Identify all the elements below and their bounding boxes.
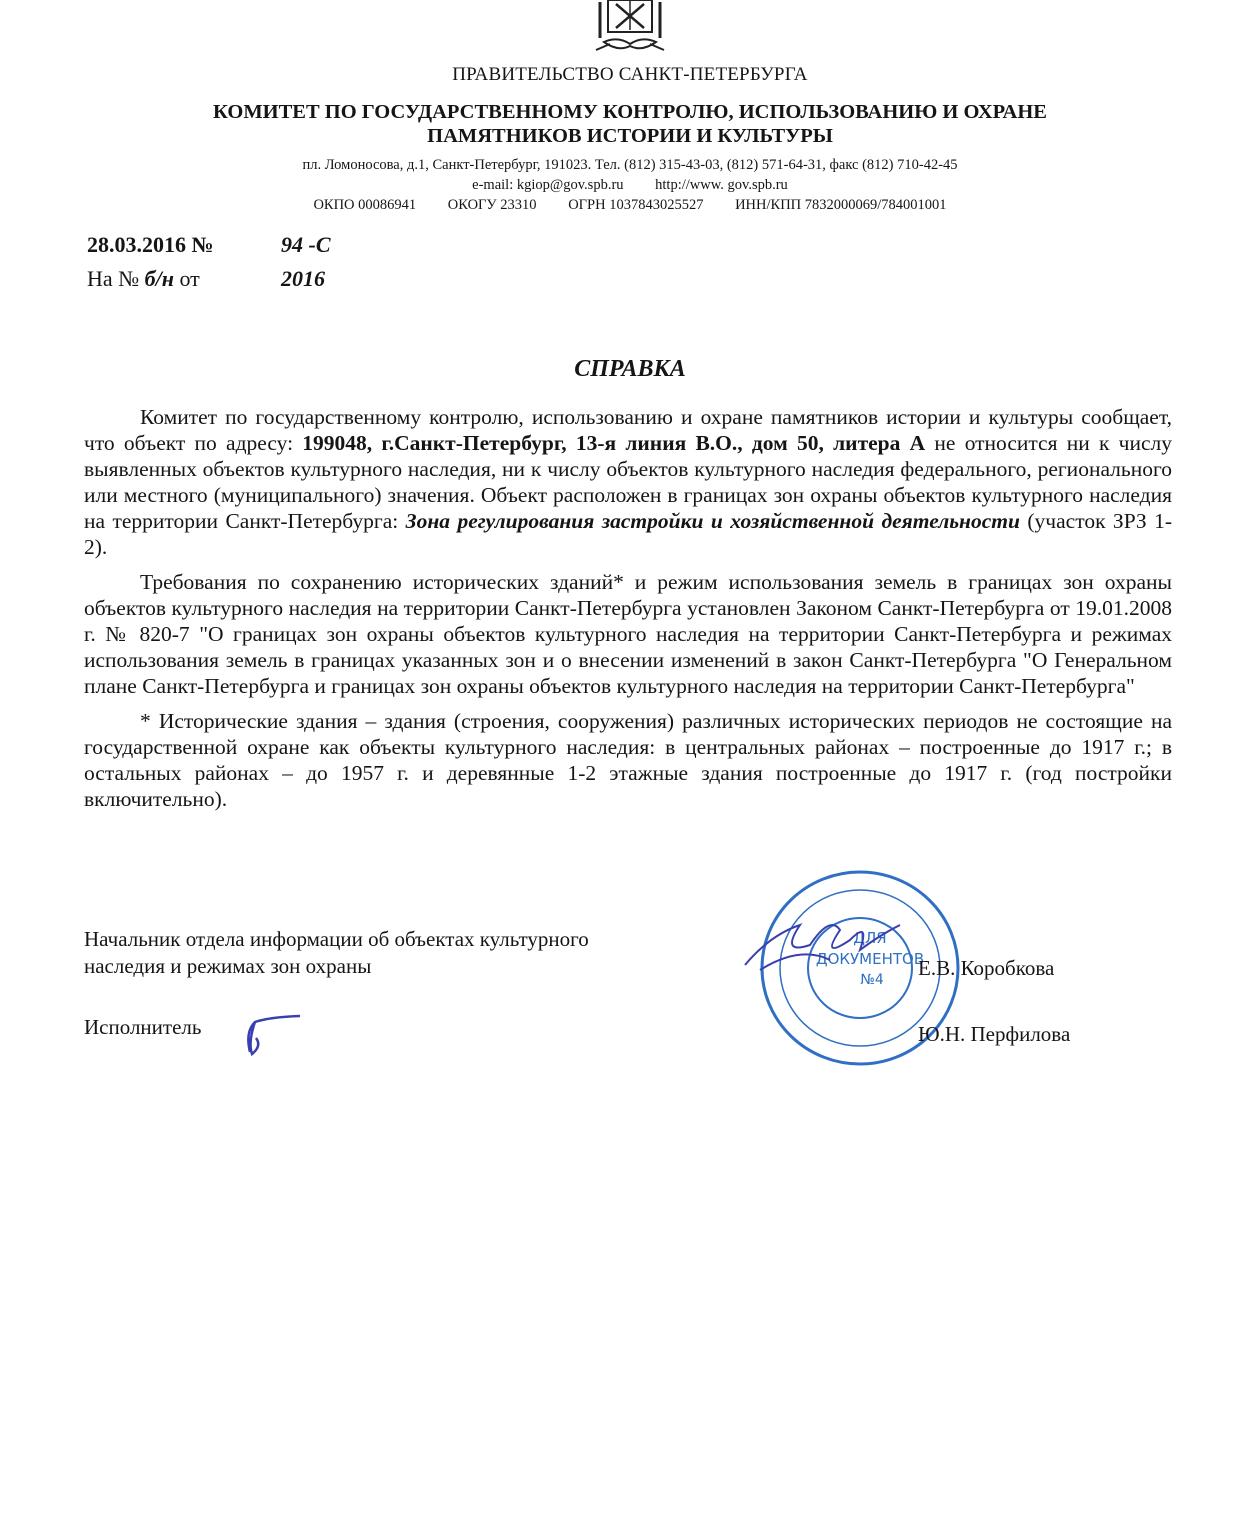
address: пл. Ломоносова, д.1, Санкт-Петербург, 191023. Тел. (812) 315-43-03, (812) 571-64-31, факс (812) 710-42-45	[302, 157, 958, 173]
coat-of-arms-icon	[590, 0, 670, 55]
object-address: 199048, г.Санкт-Петербург, 13-я линия В.О., дом 50, литера А	[302, 431, 926, 455]
stamp-text-2: ДОКУМЕНТОВ	[815, 950, 925, 968]
committee-title-line-1: КОМИТЕТ ПО ГОСУДАРСТВЕННОМУ КОНТРОЛЮ, ИСПОЛЬЗОВАНИЮ И ОХРАНЕ	[213, 101, 1047, 123]
executor-name: Ю.Н. Перфилова	[918, 1022, 1071, 1046]
footnote: * Исторические здания – здания (строения, сооружения) различных исторических периодов не состоящие на государственной охране как объекты культурного наследия: в центральных районах – построенные до 1917 г.; в остальных районах – до 1957 г. и деревянные 1-2 этажные здания построенные до 1917 г. (год постройки включительно).	[84, 709, 1172, 811]
okogu: ОКОГУ 23310	[447, 197, 537, 213]
document-body	[84, 404, 1172, 821]
email: e-mail: kgiop@gov.spb.ru	[472, 177, 624, 193]
document-number: 94 -С	[281, 232, 331, 257]
reply-year: 2016	[281, 266, 325, 291]
signatory-position: Начальник отдела информации об объектах культурного наследия и режимах зон охраны	[84, 927, 589, 978]
protection-zone: Зона регулирования застройки и хозяйственной деятельности	[405, 509, 1020, 533]
inn-kpp: ИНН/КПП 7832000069/784001001	[735, 197, 947, 213]
executor-label: Исполнитель	[84, 1015, 202, 1039]
ogrn: ОГРН 1037843025527	[568, 197, 704, 213]
committee-title-line-2: ПАМЯТНИКОВ ИСТОРИИ И КУЛЬТУРЫ	[427, 125, 833, 147]
document-title: СПРАВКА	[574, 356, 686, 382]
paragraph-1: Комитет по государственному контролю, использованию и охране памятников истории и культуры сообщает, что объект по адресу: 199048, г.Санкт-Петербург, 13-я линия В.О., дом 50, литера А не относится ни к числу выявленных объектов культурного наследия, ни к числу объектов культурного наследия федерального, регионального или местного (муниципального) значения. Объект расположен в границах зон охраны объектов культурного наследия на территории Санкт-Петербурга: Зона регулирования застройки и хозяйственной деятельности (участок ЗРЗ 1-2).	[84, 405, 1173, 559]
signature-executor-icon	[240, 1012, 310, 1057]
document-date: 28.03.2016 №	[87, 232, 214, 257]
okpo: ОКПО 00086941	[313, 197, 417, 213]
committee-title	[0, 100, 1260, 148]
paragraph-2: Требования по сохранению исторических зданий* и режим использования земель в границах зон охраны объектов культурного наследия на территории Санкт-Петербурга установлен Законом Санкт-Петербурга от 19.01.2008 г. № 820-7 "О границах зон охраны объектов культурного наследия на территории Санкт-Петербурга и режимах использования земель в границах указанных зон и о внесении изменений в закон Санкт-Петербурга "О Генеральном плане Санкт-Петербурга и границах зон охраны объектов культурного наследия на территории Санкт-Петербурга"	[84, 570, 1172, 698]
stamp-text-3: №4	[860, 972, 884, 988]
contacts-block	[0, 155, 1260, 215]
reply-reference-label: На № б/н от	[87, 266, 200, 291]
head-name: Е.В. Коробкова	[918, 956, 1055, 980]
government-title: ПРАВИТЕЛЬСТВО САНКТ-ПЕТЕРБУРГА	[452, 64, 808, 85]
signature-head-icon	[740, 905, 940, 985]
stamp-text-1: ДЛЯ	[853, 929, 887, 947]
document-meta	[87, 228, 331, 296]
website: http://www. gov.spb.ru	[655, 177, 788, 193]
